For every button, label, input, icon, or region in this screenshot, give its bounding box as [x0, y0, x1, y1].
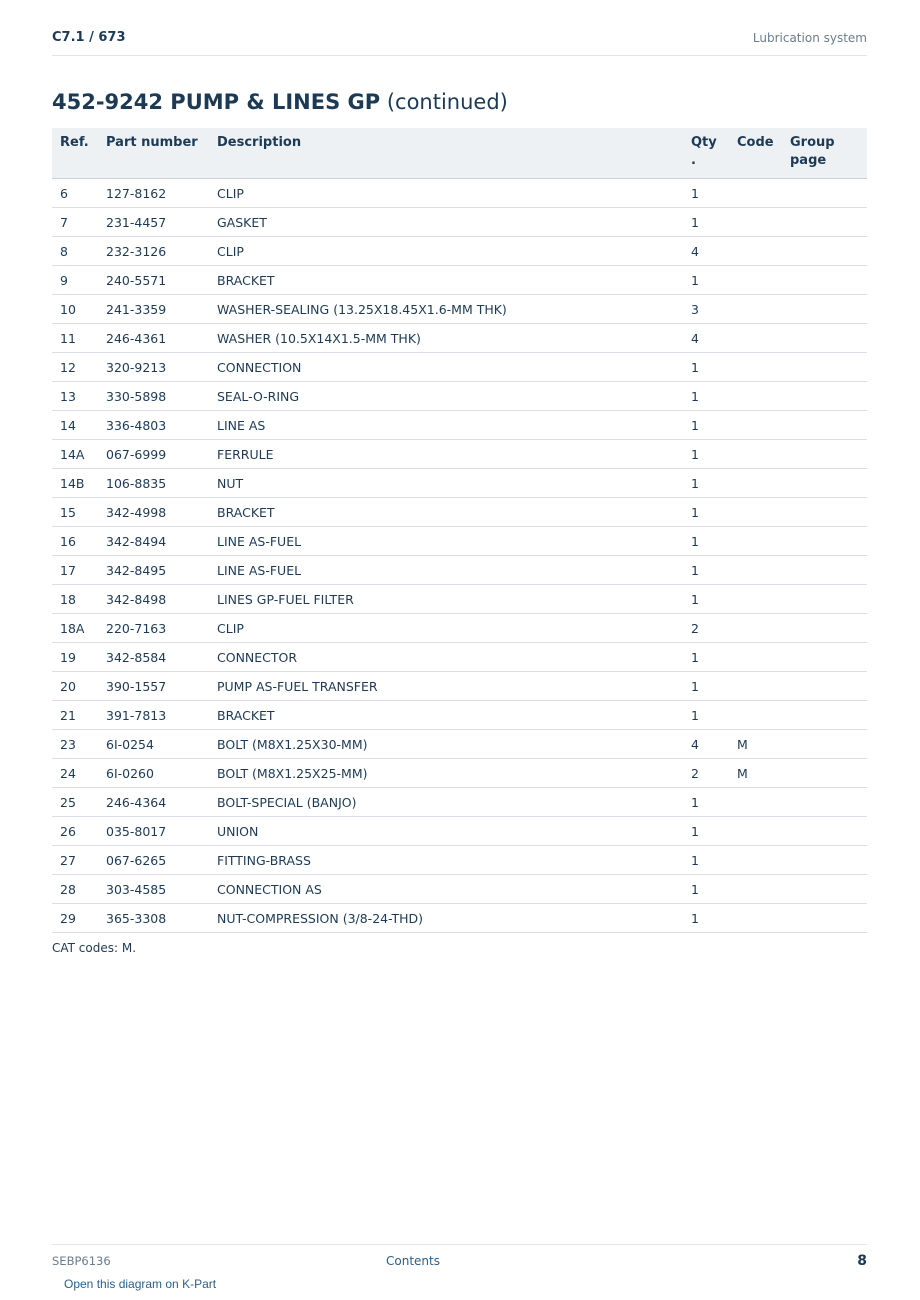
table-row	[52, 237, 867, 266]
cell-group-page	[782, 904, 867, 933]
cell-qty: 1	[683, 527, 729, 556]
title-main: 452-9242 PUMP & LINES GP	[52, 90, 381, 114]
cell-group-page	[782, 846, 867, 875]
cell-part-number: 6I-0254	[98, 730, 209, 759]
table-row	[52, 875, 867, 904]
cell-description: BOLT (M8X1.25X30-MM)	[209, 730, 683, 759]
cell-group-page	[782, 875, 867, 904]
cell-ref: 14A	[52, 440, 98, 469]
cell-description: CONNECTION	[209, 353, 683, 382]
table-row	[52, 179, 867, 208]
cell-group-page	[782, 585, 867, 614]
cell-part-number: 127-8162	[98, 179, 209, 208]
cell-code	[729, 295, 782, 324]
cell-code	[729, 875, 782, 904]
cell-qty: 1	[683, 353, 729, 382]
cell-ref: 18	[52, 585, 98, 614]
cell-description: CLIP	[209, 179, 683, 208]
cell-ref: 20	[52, 672, 98, 701]
cell-code	[729, 585, 782, 614]
cell-code	[729, 701, 782, 730]
cell-description: LINE AS-FUEL	[209, 556, 683, 585]
table-row	[52, 208, 867, 237]
parts-table	[52, 128, 867, 933]
cell-group-page	[782, 672, 867, 701]
table-row	[52, 614, 867, 643]
cell-description: UNION	[209, 817, 683, 846]
table-row	[52, 324, 867, 353]
cell-ref: 12	[52, 353, 98, 382]
cell-part-number: 106-8835	[98, 469, 209, 498]
cell-code	[729, 556, 782, 585]
cell-description: BRACKET	[209, 498, 683, 527]
cell-description: CONNECTOR	[209, 643, 683, 672]
table-row	[52, 701, 867, 730]
table-row	[52, 585, 867, 614]
cell-code	[729, 846, 782, 875]
cell-ref: 19	[52, 643, 98, 672]
cell-group-page	[782, 817, 867, 846]
cell-code	[729, 382, 782, 411]
cell-group-page	[782, 643, 867, 672]
col-header-group-page: Group page	[782, 128, 867, 179]
cell-qty: 1	[683, 904, 729, 933]
cell-qty: 1	[683, 556, 729, 585]
cell-ref: 14	[52, 411, 98, 440]
cell-ref: 13	[52, 382, 98, 411]
table-row	[52, 266, 867, 295]
cell-code	[729, 469, 782, 498]
cell-part-number: 342-4998	[98, 498, 209, 527]
cell-code	[729, 817, 782, 846]
cell-ref: 16	[52, 527, 98, 556]
page-number: 8	[857, 1253, 867, 1269]
page-footer	[52, 1244, 867, 1275]
cell-qty: 1	[683, 382, 729, 411]
cell-code	[729, 527, 782, 556]
cell-qty: 1	[683, 498, 729, 527]
cell-part-number: 342-8498	[98, 585, 209, 614]
cell-ref: 6	[52, 179, 98, 208]
cell-part-number: 232-3126	[98, 237, 209, 266]
cell-part-number: 320-9213	[98, 353, 209, 382]
table-row	[52, 382, 867, 411]
table-row	[52, 556, 867, 585]
cell-group-page	[782, 730, 867, 759]
cell-qty: 1	[683, 266, 729, 295]
cell-ref: 25	[52, 788, 98, 817]
table-row	[52, 353, 867, 382]
cell-qty: 1	[683, 817, 729, 846]
table-row	[52, 440, 867, 469]
cell-group-page	[782, 266, 867, 295]
cell-qty: 1	[683, 208, 729, 237]
cell-ref: 14B	[52, 469, 98, 498]
cell-description: FERRULE	[209, 440, 683, 469]
cell-part-number: 240-5571	[98, 266, 209, 295]
cell-qty: 1	[683, 701, 729, 730]
cell-ref: 24	[52, 759, 98, 788]
cell-ref: 18A	[52, 614, 98, 643]
cell-description: CLIP	[209, 614, 683, 643]
cell-group-page	[782, 324, 867, 353]
table-row	[52, 527, 867, 556]
cell-qty: 4	[683, 730, 729, 759]
cell-group-page	[782, 498, 867, 527]
cell-group-page	[782, 353, 867, 382]
cell-description: FITTING-BRASS	[209, 846, 683, 875]
table-row	[52, 411, 867, 440]
table-row	[52, 295, 867, 324]
cell-description: GASKET	[209, 208, 683, 237]
cell-ref: 17	[52, 556, 98, 585]
cell-description: BOLT (M8X1.25X25-MM)	[209, 759, 683, 788]
cell-ref: 28	[52, 875, 98, 904]
cell-description: CLIP	[209, 237, 683, 266]
table-row	[52, 730, 867, 759]
cell-code	[729, 266, 782, 295]
cell-part-number: 067-6265	[98, 846, 209, 875]
cell-qty: 2	[683, 759, 729, 788]
cell-ref: 8	[52, 237, 98, 266]
title-suffix: (continued)	[386, 90, 508, 114]
cell-part-number: 342-8495	[98, 556, 209, 585]
cell-part-number: 336-4803	[98, 411, 209, 440]
table-row	[52, 672, 867, 701]
cell-part-number: 246-4364	[98, 788, 209, 817]
cell-ref: 10	[52, 295, 98, 324]
table-row	[52, 817, 867, 846]
cell-code	[729, 353, 782, 382]
cell-group-page	[782, 759, 867, 788]
col-header-qty: Qty .	[683, 128, 729, 179]
cell-qty: 1	[683, 788, 729, 817]
cell-code	[729, 672, 782, 701]
cell-description: NUT	[209, 469, 683, 498]
cell-description: WASHER-SEALING (13.25X18.45X1.6-MM THK)	[209, 295, 683, 324]
cell-part-number: 303-4585	[98, 875, 209, 904]
cell-part-number: 342-8494	[98, 527, 209, 556]
col-header-description: Description	[209, 128, 683, 179]
cell-qty: 1	[683, 643, 729, 672]
cell-part-number: 241-3359	[98, 295, 209, 324]
cell-code: M	[729, 730, 782, 759]
cell-code	[729, 179, 782, 208]
cell-part-number: 035-8017	[98, 817, 209, 846]
cell-group-page	[782, 469, 867, 498]
cell-qty: 1	[683, 440, 729, 469]
page-header	[52, 28, 867, 56]
cell-part-number: 246-4361	[98, 324, 209, 353]
cell-description: NUT-COMPRESSION (3/8-24-THD)	[209, 904, 683, 933]
table-row	[52, 904, 867, 933]
cell-group-page	[782, 440, 867, 469]
col-header-part-number: Part number	[98, 128, 209, 179]
cell-description: LINE AS	[209, 411, 683, 440]
cell-group-page	[782, 382, 867, 411]
cat-codes-note: CAT codes: M.	[52, 941, 137, 955]
cell-group-page	[782, 701, 867, 730]
page-title	[52, 90, 508, 114]
cell-qty: 3	[683, 295, 729, 324]
cell-ref: 9	[52, 266, 98, 295]
cell-description: WASHER (10.5X14X1.5-MM THK)	[209, 324, 683, 353]
cell-part-number: 220-7163	[98, 614, 209, 643]
cell-part-number: 342-8584	[98, 643, 209, 672]
table-row	[52, 788, 867, 817]
cell-qty: 4	[683, 237, 729, 266]
cell-code	[729, 440, 782, 469]
cell-part-number: 365-3308	[98, 904, 209, 933]
cell-description: PUMP AS-FUEL TRANSFER	[209, 672, 683, 701]
cell-group-page	[782, 179, 867, 208]
cell-group-page	[782, 411, 867, 440]
cell-group-page	[782, 295, 867, 324]
cell-code	[729, 904, 782, 933]
cell-qty: 4	[683, 324, 729, 353]
cell-code	[729, 237, 782, 266]
cell-description: CONNECTION AS	[209, 875, 683, 904]
cell-code: M	[729, 759, 782, 788]
cell-part-number: 330-5898	[98, 382, 209, 411]
cell-qty: 1	[683, 846, 729, 875]
cell-code	[729, 411, 782, 440]
table-row	[52, 469, 867, 498]
cell-code	[729, 614, 782, 643]
cell-ref: 29	[52, 904, 98, 933]
cell-part-number: 231-4457	[98, 208, 209, 237]
cell-code	[729, 208, 782, 237]
cell-part-number: 067-6999	[98, 440, 209, 469]
cell-group-page	[782, 556, 867, 585]
cell-qty: 1	[683, 469, 729, 498]
contents-link[interactable]: Contents	[386, 1254, 440, 1268]
cell-code	[729, 643, 782, 672]
table-header-row	[52, 128, 867, 179]
cell-ref: 27	[52, 846, 98, 875]
table-row	[52, 498, 867, 527]
cell-description: SEAL-O-RING	[209, 382, 683, 411]
cell-ref: 11	[52, 324, 98, 353]
col-header-ref: Ref.	[52, 128, 98, 179]
cell-part-number: 6I-0260	[98, 759, 209, 788]
open-kpart-diagram-link[interactable]: Open this diagram on K-Part	[64, 1277, 217, 1291]
cell-group-page	[782, 237, 867, 266]
table-row	[52, 759, 867, 788]
table-row	[52, 643, 867, 672]
cell-part-number: 391-7813	[98, 701, 209, 730]
cell-qty: 1	[683, 875, 729, 904]
cell-group-page	[782, 527, 867, 556]
cell-description: BRACKET	[209, 266, 683, 295]
cell-code	[729, 324, 782, 353]
table-row	[52, 846, 867, 875]
cell-qty: 2	[683, 614, 729, 643]
cell-group-page	[782, 614, 867, 643]
cell-qty: 1	[683, 672, 729, 701]
cell-qty: 1	[683, 411, 729, 440]
cell-description: BOLT-SPECIAL (BANJO)	[209, 788, 683, 817]
cell-description: LINE AS-FUEL	[209, 527, 683, 556]
cell-qty: 1	[683, 585, 729, 614]
cell-ref: 23	[52, 730, 98, 759]
cell-code	[729, 498, 782, 527]
cell-ref: 21	[52, 701, 98, 730]
cell-description: LINES GP-FUEL FILTER	[209, 585, 683, 614]
col-header-code: Code	[729, 128, 782, 179]
cell-code	[729, 788, 782, 817]
cell-part-number: 390-1557	[98, 672, 209, 701]
cell-qty: 1	[683, 179, 729, 208]
cell-ref: 26	[52, 817, 98, 846]
footer-document-code: SEBP6136	[52, 1254, 111, 1268]
parts-table-body	[52, 179, 867, 933]
cell-ref: 7	[52, 208, 98, 237]
document-id: C7.1 / 673	[52, 30, 126, 45]
cell-group-page	[782, 208, 867, 237]
cell-description: BRACKET	[209, 701, 683, 730]
section-name: Lubrication system	[752, 31, 867, 45]
cell-ref: 15	[52, 498, 98, 527]
cell-group-page	[782, 788, 867, 817]
